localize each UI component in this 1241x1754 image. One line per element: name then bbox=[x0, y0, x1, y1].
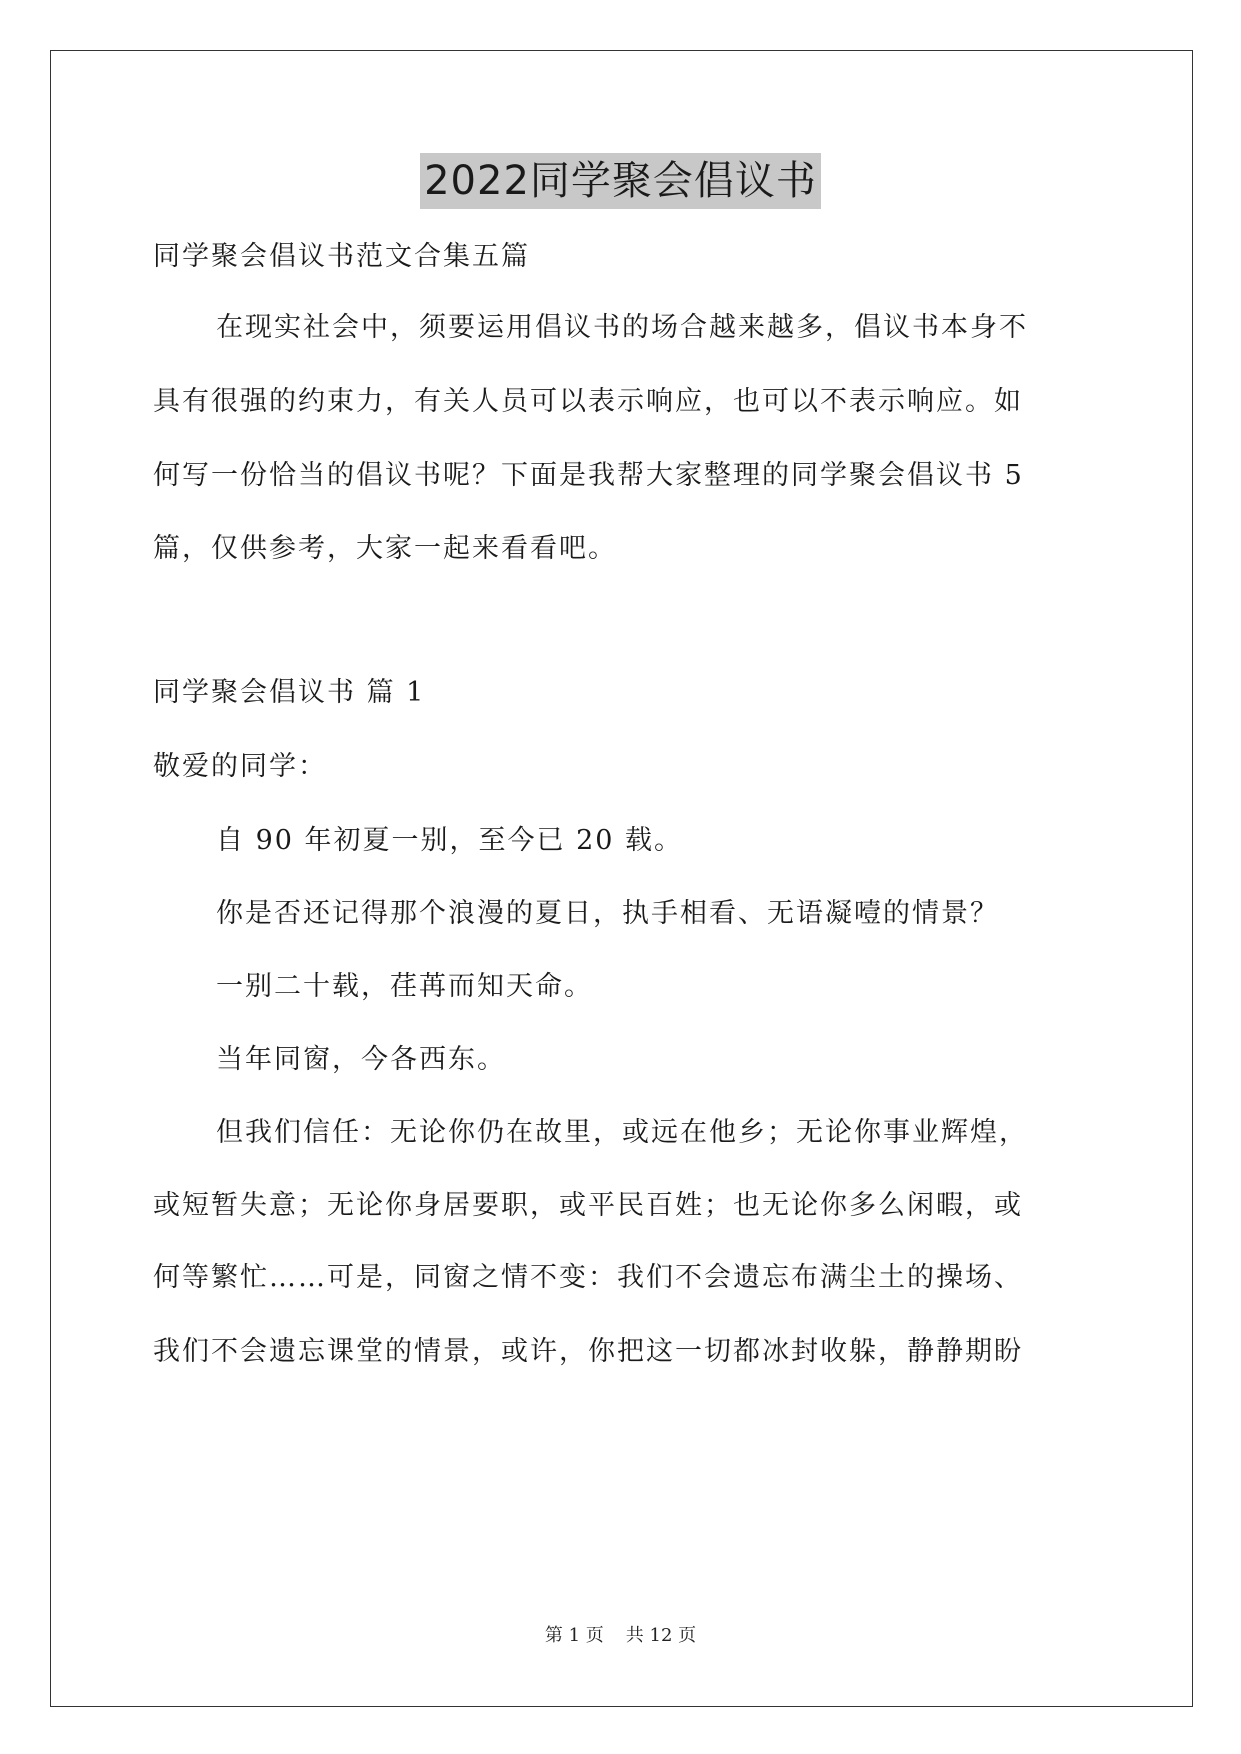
intro-line: 篇，仅供参考，大家一起来看看吧。 bbox=[153, 533, 617, 564]
body-line: 但我们信任：无论你仍在故里，或远在他乡；无论你事业辉煌， bbox=[216, 1117, 1028, 1148]
body-line: 我们不会遗忘课堂的情景，或许，你把这一切都冰封收躲，静静期盼 bbox=[153, 1336, 1023, 1367]
page-border bbox=[50, 50, 1193, 1707]
page-total: 共 12 页 bbox=[625, 1625, 697, 1646]
document-subtitle: 同学聚会倡议书范文合集五篇 bbox=[153, 241, 530, 272]
body-line: 你是否还记得那个浪漫的夏日，执手相看、无语凝噎的情景？ bbox=[216, 898, 999, 929]
page-footer bbox=[0, 1624, 1241, 1648]
intro-line: 何写一份恰当的倡议书呢？下面是我帮大家整理的同学聚会倡议书 5 bbox=[153, 460, 1024, 491]
intro-line: 在现实社会中，须要运用倡议书的场合越来越多，倡议书本身不 bbox=[216, 312, 1028, 343]
body-line: 何等繁忙……可是，同窗之情不变：我们不会遗忘布满尘土的操场、 bbox=[153, 1262, 1023, 1293]
body-line: 自 90 年初夏一别，至今已 20 载。 bbox=[216, 825, 684, 856]
title-container bbox=[0, 153, 1241, 209]
body-line: 当年同窗，今各西东。 bbox=[216, 1044, 506, 1075]
body-line: 或短暂失意；无论你身居要职，或平民百姓；也无论你多么闲暇，或 bbox=[153, 1190, 1023, 1221]
page-number: 第 1 页 bbox=[544, 1625, 604, 1646]
section-heading: 同学聚会倡议书 篇 1 bbox=[153, 677, 426, 708]
greeting: 敬爱的同学： bbox=[153, 751, 327, 782]
intro-line: 具有很强的约束力，有关人员可以表示响应，也可以不表示响应。如 bbox=[153, 386, 1023, 417]
body-line: 一别二十载，荏苒而知天命。 bbox=[216, 971, 593, 1002]
document-title: 2022同学聚会倡议书 bbox=[420, 153, 821, 209]
